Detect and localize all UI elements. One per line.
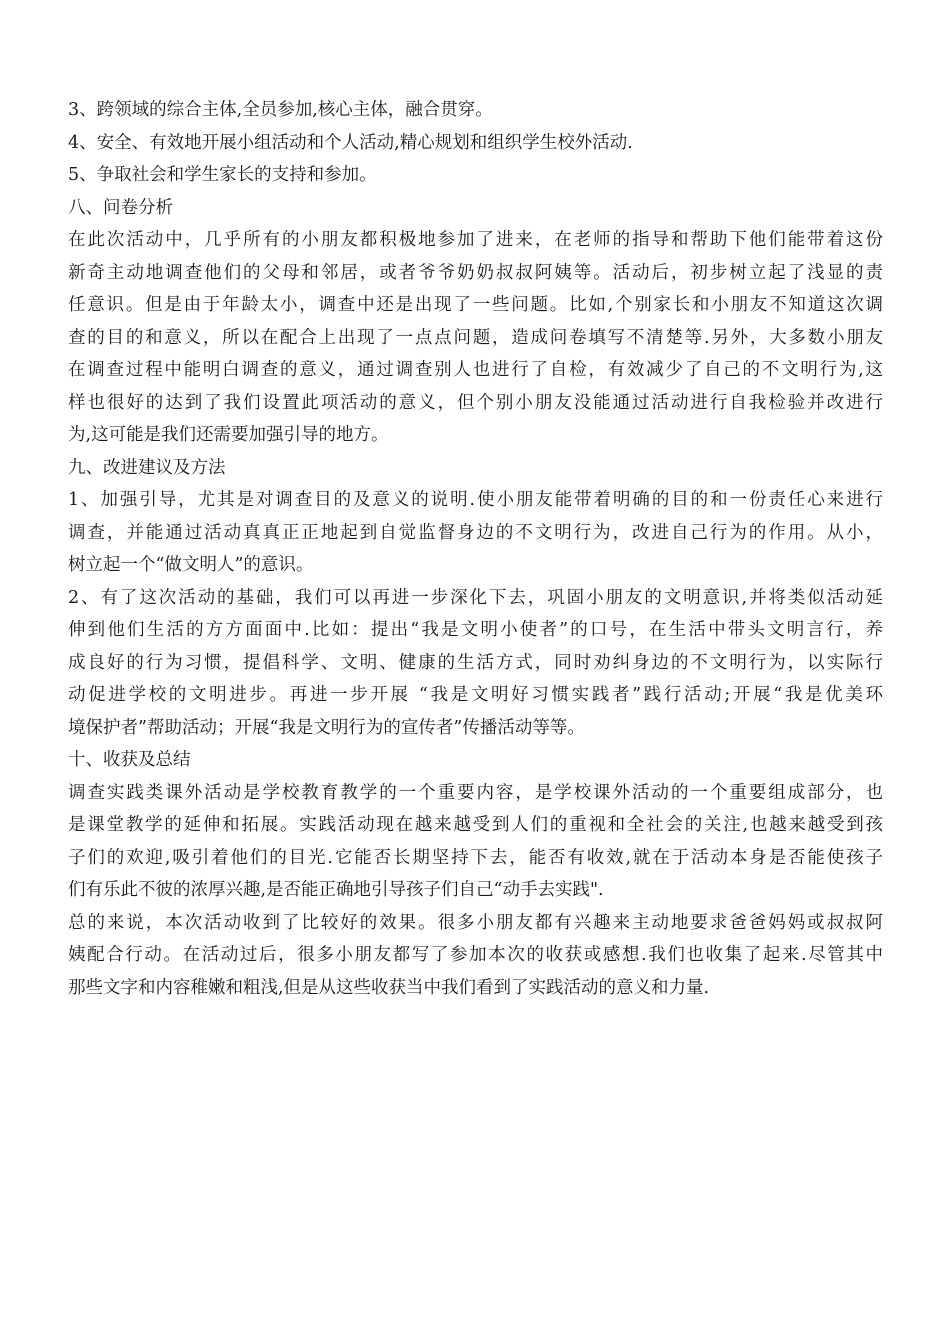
text-line: 是课堂教学的延伸和拓展。实践活动现在越来越受到人们的重视和全社会的关注,也越来越受到孩 (68, 815, 883, 835)
section-heading-improvement (68, 452, 883, 485)
text-line: 2、有了这次活动的基础，我们可以再进一步深化下去，巩固小朋友的文明意识,并将类似活动延 (68, 587, 883, 608)
list-item-4 (68, 127, 883, 160)
section-heading-questionnaire-analysis (68, 192, 883, 225)
paragraph-improvement-1 (68, 484, 883, 582)
paragraph-improvement-2 (68, 582, 883, 745)
paragraph-questionnaire-analysis (68, 224, 883, 452)
text-line: 3、跨领域的综合主体,全员参加,核心主体，融合贯穿。 (68, 100, 493, 120)
text-line: 查的目的和意义，所以在配合上出现了一点点问题，造成问卷填写不清楚等.另外，大多数小朋友 (68, 327, 883, 348)
text-line: 4、安全、有效地开展小组活动和个人活动,精心规划和组织学生校外活动. (68, 132, 633, 153)
heading-text: 十、收获及总结 (68, 750, 191, 770)
text-line: 任意识。但是由于年龄太小，调查中还是出现了一些问题。比如,个别家长和小朋友不知道这次调 (68, 295, 883, 315)
text-line: 伸到他们生活的方方面面中.比如：提出“我是文明小使者”的口号，在生活中带头文明言行，养 (68, 620, 883, 640)
text-line: 调查实践类课外活动是学校教育教学的一个重要内容，是学校课外活动的一个重要组成部分，也 (68, 782, 883, 803)
text-line: 们有乐此不彼的浓厚兴趣,是否能正确地引导孩子们自己“动手去实践". (68, 880, 604, 900)
text-line: 5、争取社会和学生家长的支持和参加。 (68, 165, 377, 185)
text-line: 在此次活动中，几乎所有的小朋友都积极地参加了进来，在老师的指导和帮助下他们能带着这份 (68, 230, 883, 250)
list-item-3 (68, 94, 883, 127)
text-line: 新奇主动地调查他们的父母和邻居，或者爷爷奶奶叔叔阿姨等。活动后，初步树立起了浅显的责 (68, 262, 883, 283)
paragraph-summary-2 (68, 907, 883, 1005)
text-line: 调查，并能通过活动真真正正地起到自觉监督身边的不文明行为，改进自己行为的作用。从小， (68, 522, 883, 543)
text-line: 树立起一个“做文明人”的意识。 (68, 555, 314, 575)
paragraph-summary-1 (68, 777, 883, 907)
text-line: 动促进学校的文明进步。再进一步开展 “我是文明好习惯实践者”践行活动;开展“我是优美环 (68, 685, 883, 705)
text-line: 为,这可能是我们还需要加强引导的地方。 (68, 425, 389, 445)
text-line: 境保护者”帮助活动；开展“我是文明行为的宣传者”传播活动等等。 (68, 717, 585, 738)
text-line: 那些文字和内容稚嫩和粗浅,但是从这些收获当中我们看到了实践活动的意义和力量. (68, 977, 710, 998)
heading-text: 八、问卷分析 (68, 197, 173, 218)
heading-text: 九、改进建议及方法 (68, 457, 226, 478)
text-line: 成良好的行为习惯，提倡科学、文明、健康的生活方式，同时劝纠身边的不文明行为，以实际行 (68, 652, 883, 673)
text-line: 样也很好的达到了我们设置此项活动的意义，但个别小朋友没能通过活动进行自我检验并改进行 (68, 392, 883, 413)
text-line: 子们的欢迎,吸引着他们的目光.它能否长期坚持下去，能否有收效,就在于活动本身是否能使孩子 (68, 847, 883, 868)
section-heading-summary (68, 744, 883, 777)
document-body (68, 94, 883, 1004)
list-item-5 (68, 159, 883, 192)
text-line: 1、加强引导，尤其是对调查目的及意义的说明.使小朋友能带着明确的目的和一份责任心来进行 (68, 490, 883, 510)
text-line: 总的来说，本次活动收到了比较好的效果。很多小朋友都有兴趣来主动地要求爸爸妈妈或叔叔阿 (68, 912, 883, 933)
text-line: 在调查过程中能明白调查的意义，通过调查别人也进行了自检，有效减少了自己的不文明行为,这 (68, 360, 883, 380)
text-line: 姨配合行动。在活动过后，很多小朋友都写了参加本次的收获或感想.我们也收集了起来.尽管其中 (68, 945, 883, 965)
